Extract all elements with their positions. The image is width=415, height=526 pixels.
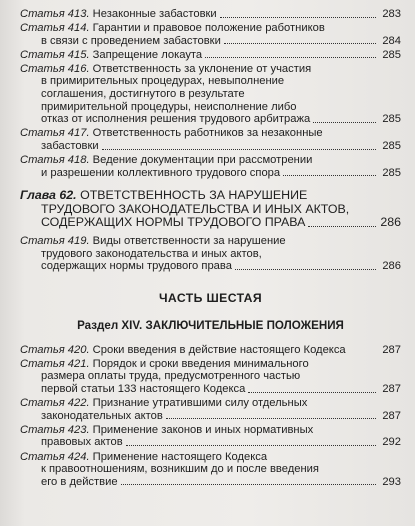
article-title-line: примирительной процедуры, неисполнение либо [41,100,297,113]
dot-leader [220,17,376,18]
article-label: Статья 417. [20,127,90,140]
page-number: 285 [382,113,401,126]
chapter-title-line: ТРУДОВОГО ЗАКОНОДАТЕЛЬСТВА И ИНЫХ АКТОВ, [41,201,350,216]
article-title-line: Незаконные забастовки [92,8,217,20]
article-title-line: Ответственность за уклонение от участия [92,62,312,75]
dot-leader [224,43,376,44]
toc-group-article-419 [20,235,401,273]
dot-leader [166,418,376,419]
dot-leader [102,149,376,150]
page-number: 286 [380,215,401,230]
dot-leader [121,484,376,485]
chapter-label: Глава 62. [20,188,77,203]
article-title-line: Порядок и сроки введения минимального [92,357,309,370]
page-number: 287 [382,383,401,396]
dot-leader [313,122,376,123]
article-label: Статья 413. [20,8,90,20]
section-title[interactable]: Раздел XIV. ЗАКЛЮЧИТЕЛЬНЫЕ ПОЛОЖЕНИЯ [77,318,344,332]
article-title-line: Применение законов и иных нормативных [92,423,314,436]
article-label: Статья 419. [20,235,90,247]
chapter-title-line: СОДЕРЖАЩИХ НОРМЫ ТРУДОВОГО ПРАВА [41,215,306,230]
page-number: 283 [382,8,401,20]
part-title[interactable]: ЧАСТЬ ШЕСТАЯ [158,290,263,305]
page-number: 285 [382,139,401,152]
toc-entry[interactable] [20,63,401,126]
page-number: 292 [382,436,401,449]
article-title-line: Применение настоящего Кодекса [92,450,268,463]
toc-chapter-62[interactable] [20,189,401,230]
article-title-line: в примирительных процедурах, невыполнение [41,75,285,88]
article-title-line: соглашения, достигнутого в результате [41,88,245,101]
article-title-line: Гарантии и правовое положение работников [92,22,325,35]
article-title-line: размера оплаты труда, предусмотренного частью [41,370,301,383]
dot-leader [248,392,376,393]
article-label: Статья 418. [20,154,90,167]
article-label: Статья 424. [20,450,90,463]
toc-entry[interactable] [20,127,401,152]
article-title-line: к правоотношениям, возникшим до и после введения [41,463,319,476]
article-title-line: Запрещение локаута [92,48,203,61]
article-label: Статья 422. [20,397,90,410]
article-title-line: Виды ответственности за нарушение [92,235,286,247]
page-number: 285 [382,166,401,179]
toc-group-chapter-61 [20,8,401,179]
page-number: 293 [382,475,401,488]
toc-entry[interactable] [20,235,401,273]
toc-entry[interactable] [20,358,401,396]
dot-leader [308,226,376,227]
article-label: Статья 421. [20,357,90,370]
page-number: 284 [382,34,401,47]
page-number: 287 [382,409,401,422]
article-label: Статья 423. [20,423,90,436]
article-title-line: его в действие [41,475,118,488]
page-number: 285 [382,48,401,61]
toc-entry[interactable] [20,22,401,47]
toc-entry[interactable] [20,154,401,179]
article-label: Статья 415. [20,48,90,61]
chapter-title-line: ОТВЕТСТВЕННОСТЬ ЗА НАРУШЕНИЕ [80,188,308,203]
article-title-line: в связи с проведением забастовки [41,34,221,47]
article-title-line: Ответственность работников за незаконные [92,127,323,140]
page-number: 287 [382,343,401,356]
article-label: Статья 414. [20,22,90,35]
toc-entry[interactable] [20,49,401,62]
toc-entry[interactable] [20,451,401,489]
article-title-line: первой статьи 133 настоящего Кодекса [41,383,246,396]
toc-group-section-14 [20,344,401,489]
dot-leader [235,269,376,270]
toc-entry[interactable] [20,344,401,357]
article-title-line: забастовки [41,139,99,152]
article-title-line: отказ от исполнения решения трудового арбитража [41,113,311,126]
article-title-line: Сроки введения в действие настоящего Кодекса [92,343,346,356]
article-title-line: Ведение документации при рассмотрении [92,154,313,167]
article-title-line: и разрешении коллективного трудового спора [41,166,281,179]
page-number: 286 [382,260,401,273]
dot-leader [126,445,376,446]
article-title-line: правовых актов [41,436,123,449]
article-title-line: законодательных актов [41,409,163,422]
article-label: Статья 420. [20,343,90,356]
toc-entry[interactable] [20,397,401,422]
dot-leader [205,57,376,58]
dot-leader [283,175,376,176]
article-title-line: Признание утратившими силу отдельных [92,397,308,410]
article-label: Статья 416. [20,62,90,75]
article-title-line: трудового законодательства и иных актов, [41,247,262,260]
toc-entry[interactable] [20,8,401,21]
toc-chapter-first-line [20,189,401,203]
article-title-line: содержащих нормы трудового права [41,260,232,273]
toc-entry[interactable] [20,424,401,449]
